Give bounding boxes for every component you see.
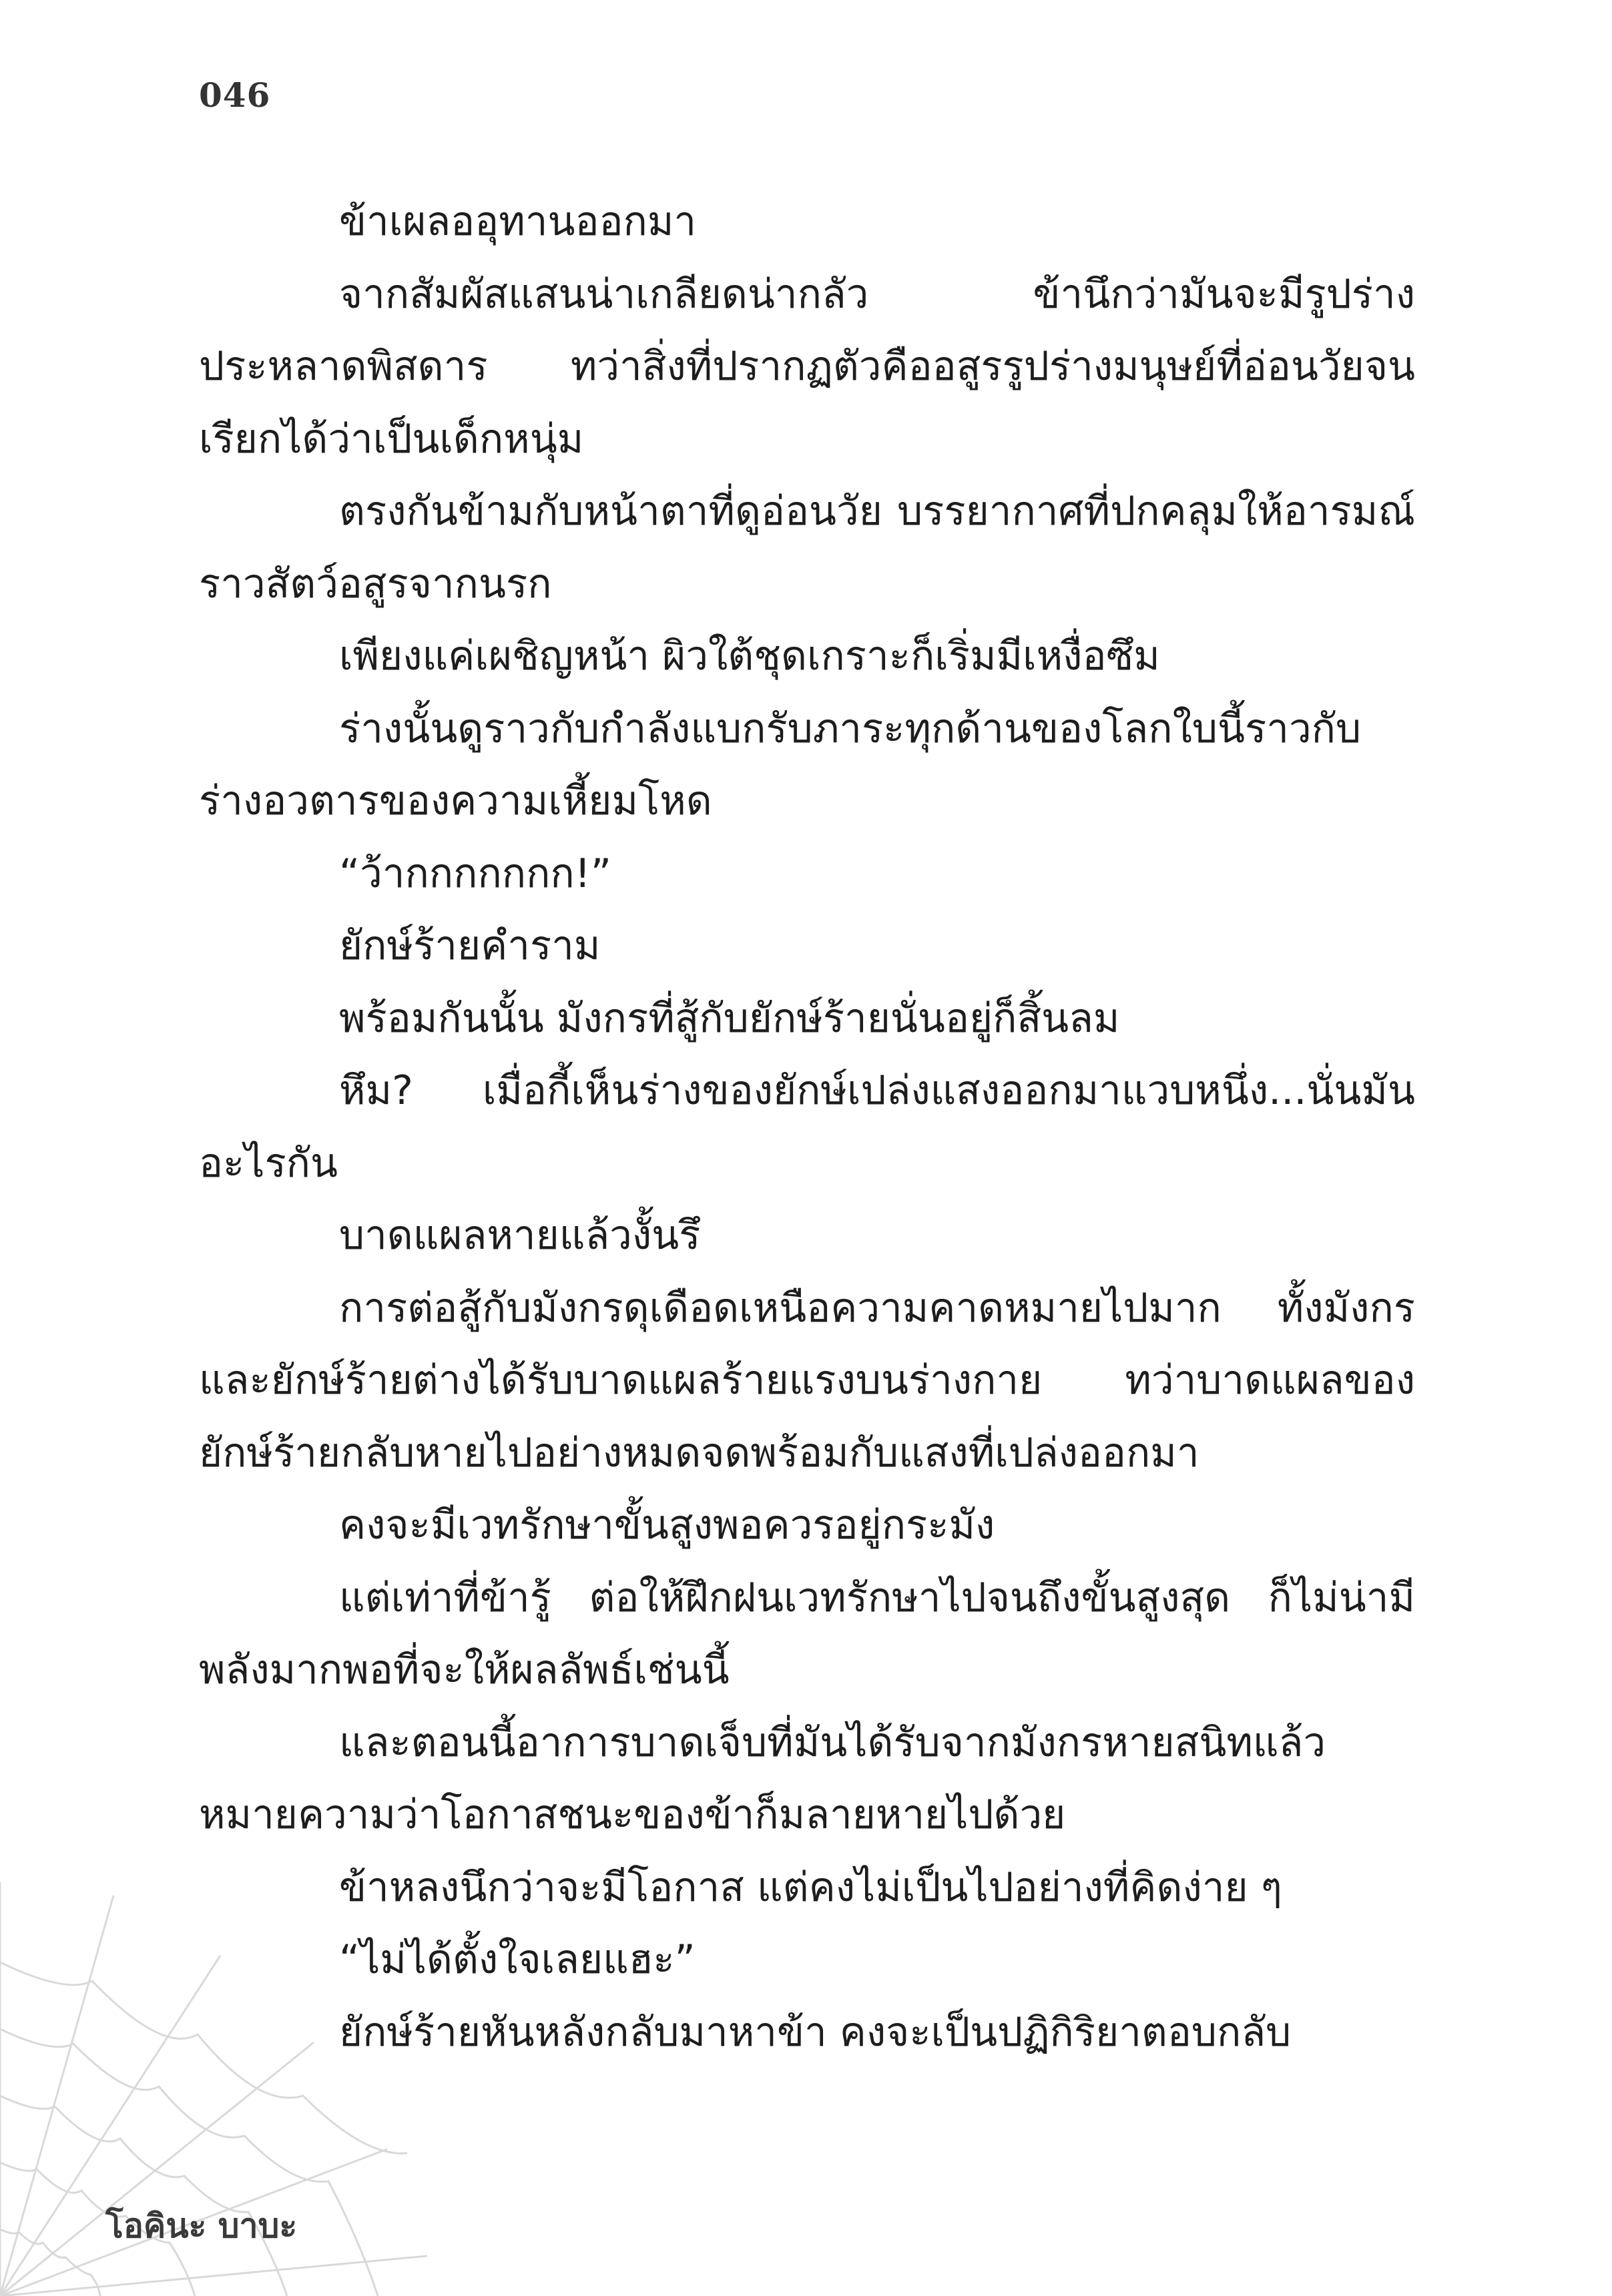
paragraph: ยักษ์ร้ายหันหลังกลับมาหาข้า คงจะเป็นปฏิกิริยาตอบกลับ [339, 2008, 1292, 2056]
paragraph: หึม? เมื่อกี้เห็นร่างของยักษ์เปล่งแสงออกมาแวบหนึ่ง...นั่นมันอะไรกัน [199, 1067, 1415, 1187]
paragraph: ตรงกันข้ามกับหน้าตาที่ดูอ่อนวัย บรรยากาศที่ปกคลุมให้อารมณ์ราวสัตว์อสูรจากนรก [199, 488, 1415, 607]
page-number: 046 [199, 75, 271, 115]
paragraph: “ว้ากกกกกกก!” [339, 850, 611, 897]
paragraph: และตอนนี้อาการบาดเจ็บที่มันได้รับจากมังกรหายสนิทแล้วหมายความว่าโอกาสชนะของข้าก็มลายหายไปด้วย [199, 1719, 1326, 1838]
paragraph: ข้าเผลออุทานออกมา [339, 198, 697, 245]
body-text [199, 186, 1415, 2068]
paragraph: แต่เท่าที่ข้ารู้ ต่อให้ฝึกฝนเวทรักษาไปจนถึงขั้นสูงสุด ก็ไม่น่ามีพลังมากพอที่จะให้ผลลัพธ์เช่นนี้ [199, 1574, 1415, 1693]
paragraph: บาดแผลหายแล้วงั้นรึ [339, 1212, 701, 1259]
paragraph: ยักษ์ร้ายคำราม [339, 922, 601, 969]
paragraph: ข้าหลงนึกว่าจะมีโอกาส แต่คงไม่เป็นไปอย่างที่คิดง่าย ๆ [339, 1863, 1282, 1911]
author-name: โอคินะ บาบะ [105, 2207, 298, 2245]
paragraph: การต่อสู้กับมังกรดุเดือดเหนือความคาดหมายไปมาก ทั้งมังกรและยักษ์ร้ายต่างได้รับบาดแผลร้ายแรงบนร่างกาย ทว่าบาดแผลของยักษ์ร้ายกลับหายไปอย่างหมดจดพร้อมกับแสงที่เปล่งออกมา [199, 1284, 1415, 1476]
paragraph: พร้อมกันนั้น มังกรที่สู้กับยักษ์ร้ายนั่นอยู่ก็สิ้นลม [339, 994, 1120, 1042]
paragraph: “ไม่ได้ตั้งใจเลยแฮะ” [339, 1936, 696, 1983]
paragraph: เพียงแค่เผชิญหน้า ผิวใต้ชุดเกราะก็เริ่มมีเหงื่อซึม [339, 633, 1160, 679]
paragraph: จากสัมผัสแสนน่าเกลียดน่ากลัว ข้านึกว่ามันจะมีรูปร่างประหลาดพิสดาร ทว่าสิ่งที่ปรากฏตัวคืออสูรรูปร่างมนุษย์ที่อ่อนวัยจนเรียกได้ว่าเป็นเด็กหนุ่ม [199, 270, 1415, 463]
paragraph: ร่างนั้นดูราวกับกำลังแบกรับภาระทุกด้านของโลกใบนี้ราวกับร่างอวตารของความเหี้ยมโหด [199, 705, 1362, 824]
paragraph: คงจะมีเวทรักษาขั้นสูงพอควรอยู่กระมัง [339, 1502, 995, 1548]
